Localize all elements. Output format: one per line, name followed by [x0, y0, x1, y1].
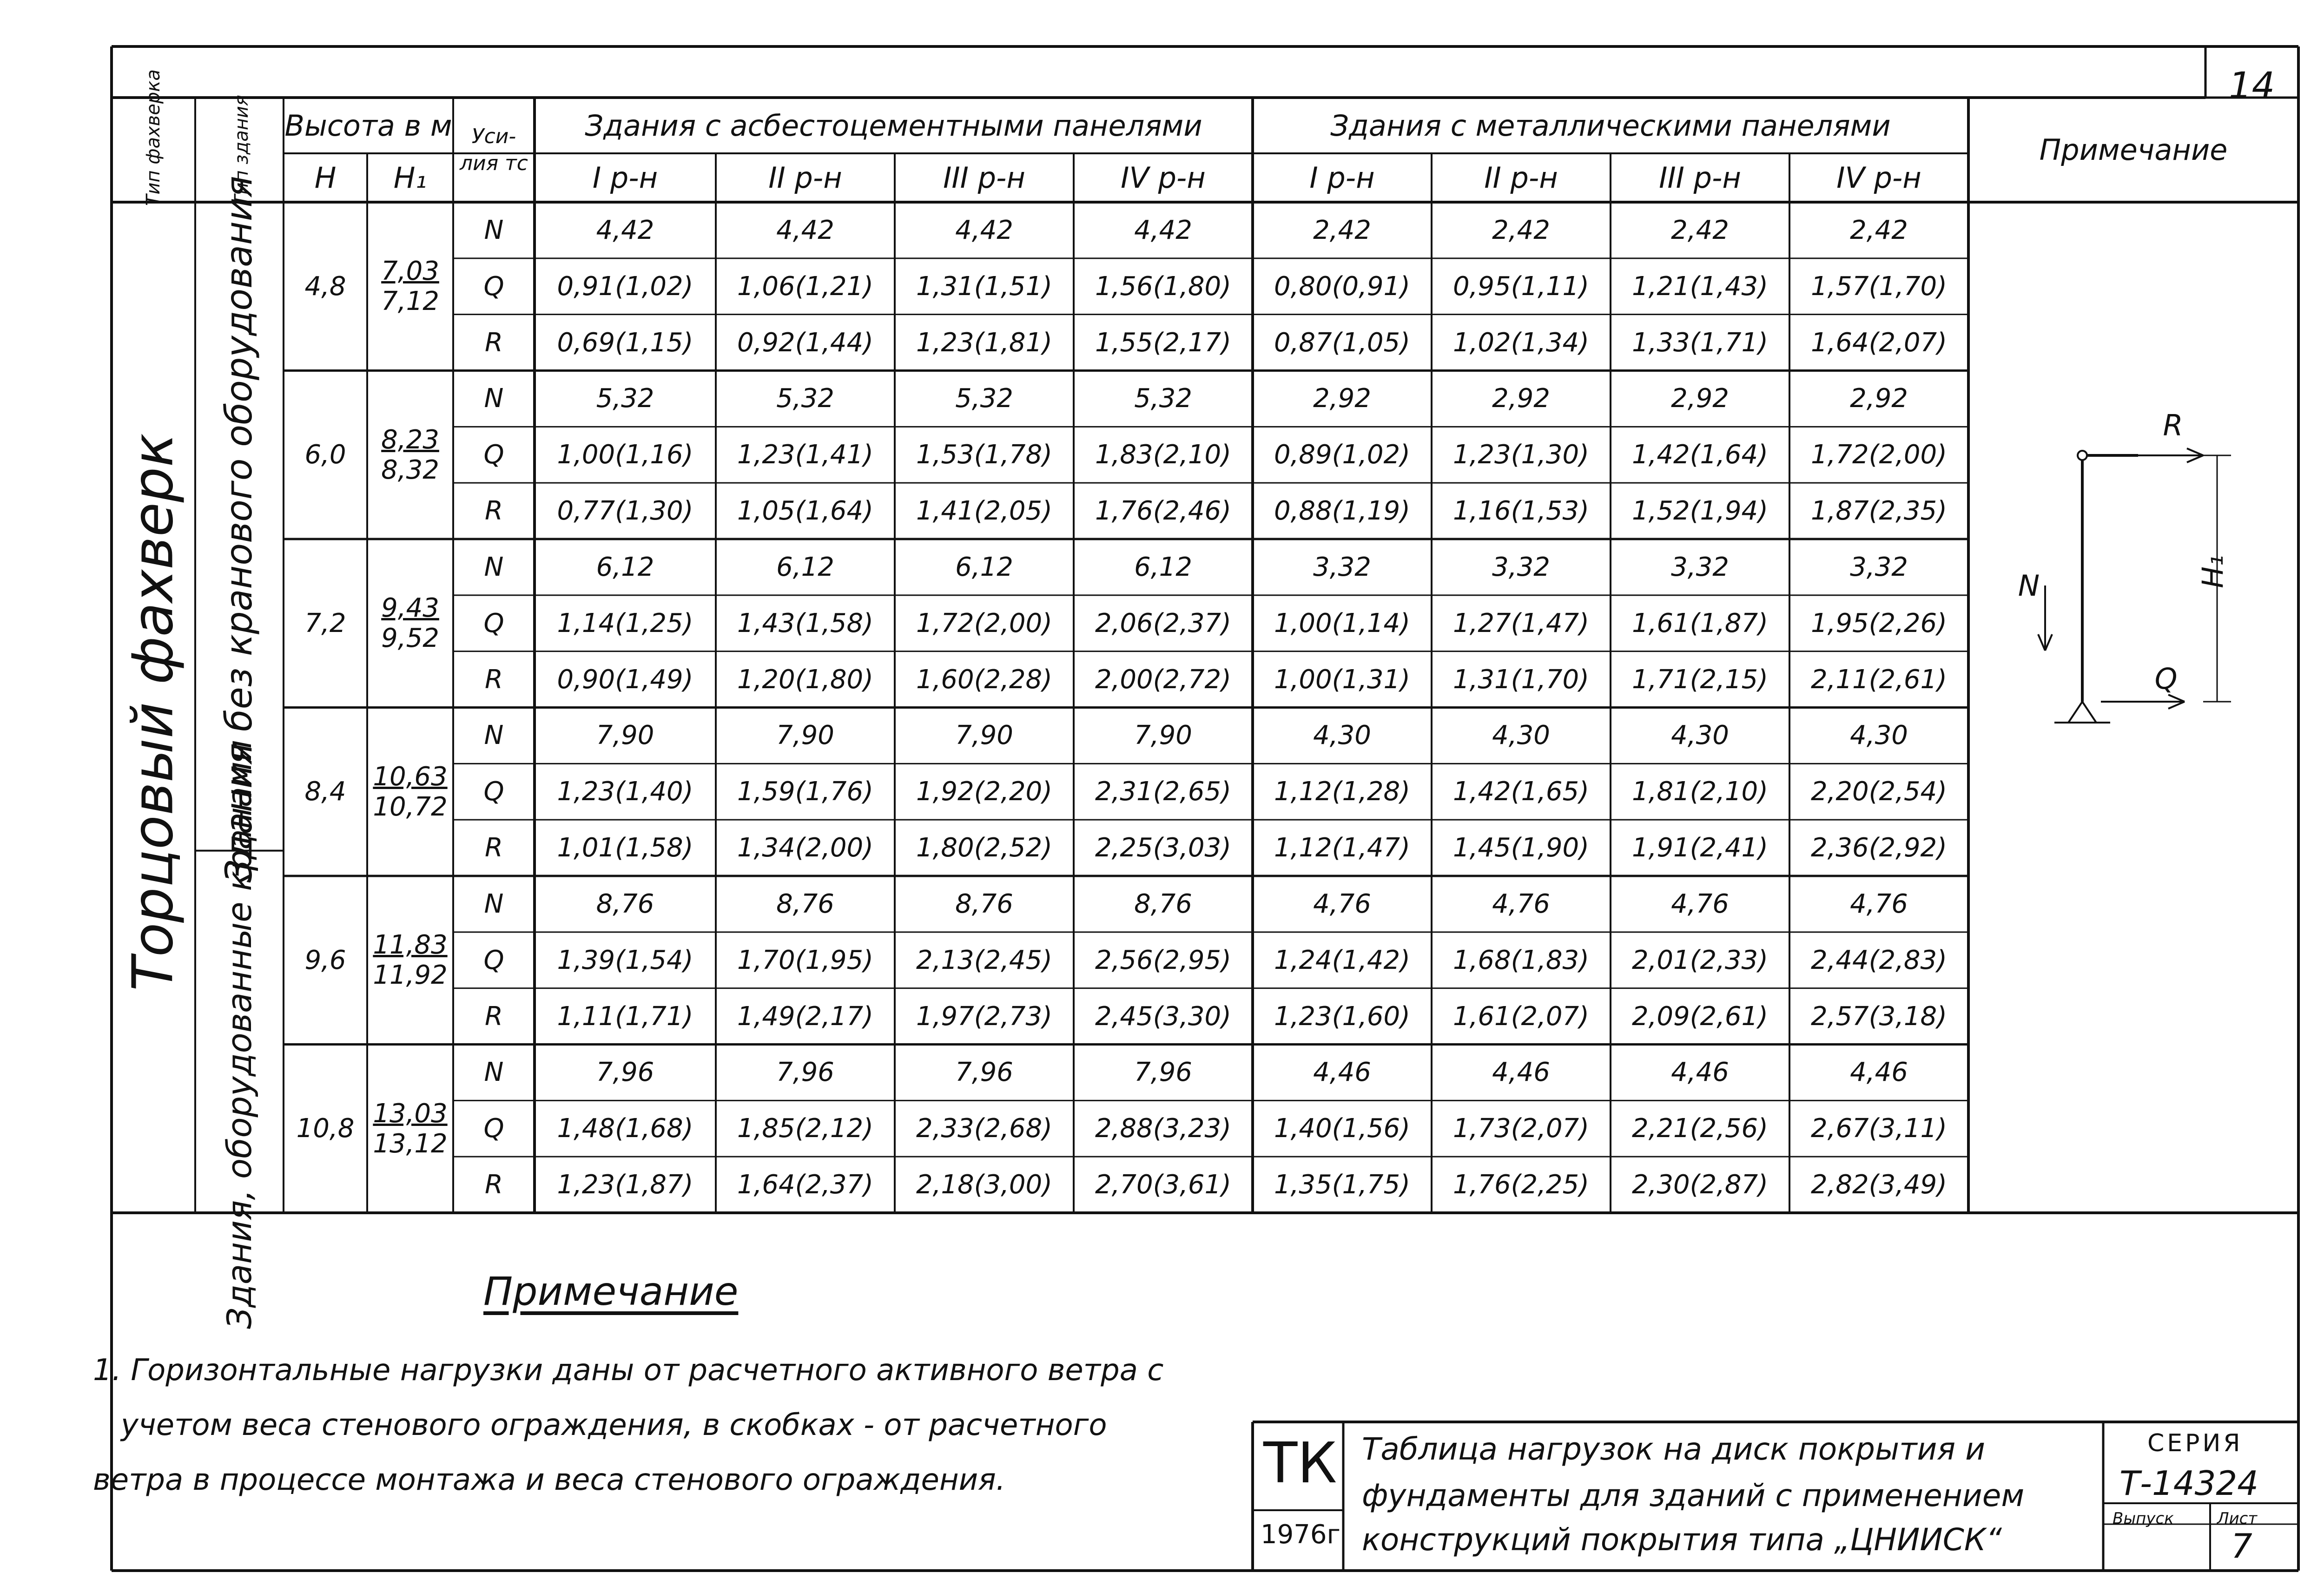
load-value: 8,76: [955, 888, 1013, 919]
force-label: R: [485, 833, 503, 863]
force-label: Q: [483, 1113, 504, 1144]
load-value: 5,32: [776, 383, 834, 414]
building-type-2-label: Здания, оборудованные кранами: [220, 740, 259, 1329]
load-value: 2,42: [1492, 215, 1550, 245]
load-value: 1,02(1,34): [1452, 327, 1590, 358]
height-H1-top: 10,63: [373, 761, 448, 792]
load-value: 1,73(2,07): [1452, 1113, 1590, 1144]
load-value: 1,61(2,07): [1452, 1001, 1590, 1032]
load-value: 4,76: [1313, 888, 1371, 919]
load-value: 1,72(2,00): [916, 608, 1053, 638]
header-region: I р-н: [1309, 161, 1375, 195]
force-label: R: [485, 1001, 503, 1032]
force-label: N: [484, 1057, 504, 1088]
height-H1-bottom: 10,72: [373, 791, 448, 822]
force-label: Q: [483, 271, 504, 302]
load-value: 0,77(1,30): [557, 496, 693, 526]
diagram-support: [2068, 702, 2082, 723]
diagram-force-N-arrow: [2045, 634, 2052, 651]
load-value: 1,45(1,90): [1452, 833, 1590, 863]
load-value: 2,92: [1492, 383, 1550, 414]
load-value: 2,45(3,30): [1095, 1001, 1232, 1032]
frame-type-label: Торцовый фахверк: [121, 433, 186, 991]
height-H1-bottom: 13,12: [373, 1128, 448, 1159]
load-value: 4,46: [1492, 1057, 1550, 1088]
load-value: 1,12(1,47): [1274, 833, 1411, 863]
diagram-support: [2082, 702, 2096, 723]
load-value: 1,64(2,37): [737, 1170, 874, 1200]
load-value: 1,16(1,53): [1452, 496, 1590, 526]
load-value: 2,82(3,49): [1810, 1170, 1948, 1200]
issue-label: Выпуск: [2113, 1509, 2174, 1528]
load-value: 1,52(1,94): [1631, 496, 1769, 526]
header-forces: Уси- лия тс: [460, 124, 528, 175]
force-label: N: [484, 552, 504, 582]
title-block-title-line: Таблица нагрузок на диск покрытия и: [1362, 1431, 1985, 1467]
load-value: 1,76(2,25): [1452, 1170, 1590, 1200]
diagram-force-N-arrow: [2038, 634, 2045, 651]
load-value: 7,96: [596, 1057, 654, 1088]
force-label: Q: [483, 440, 504, 470]
load-value: 1,35(1,75): [1274, 1170, 1411, 1200]
force-label: R: [485, 496, 503, 526]
header-region: I р-н: [592, 161, 658, 195]
force-label: N: [484, 888, 504, 919]
load-value: 1,72(2,00): [1810, 440, 1948, 470]
load-value: 1,23(1,30): [1452, 440, 1590, 470]
load-value: 2,67(3,11): [1810, 1113, 1948, 1144]
load-value: 2,92: [1313, 383, 1371, 414]
header-region: II р-н: [768, 161, 842, 195]
load-value: 1,00(1,16): [557, 440, 693, 470]
load-value: 3,32: [1492, 552, 1550, 582]
title-block-logo: ТК: [1263, 1431, 1337, 1496]
title-block-title-line: фундаменты для зданий с применением: [1362, 1478, 2025, 1513]
load-value: 4,76: [1671, 888, 1729, 919]
height-H1-top: 9,43: [381, 593, 439, 624]
load-value: 1,43(1,58): [737, 608, 874, 638]
load-value: 1,23(1,81): [916, 327, 1053, 358]
load-value: 8,76: [1134, 888, 1192, 919]
load-value: 0,89(1,02): [1274, 440, 1411, 470]
load-value: 2,36(2,92): [1810, 833, 1948, 863]
load-value: 1,06(1,21): [737, 271, 874, 302]
load-value: 3,32: [1671, 552, 1729, 582]
load-value: 4,30: [1492, 720, 1550, 751]
header-note: Примечание: [2039, 133, 2228, 167]
force-label: Q: [483, 945, 504, 975]
load-value: 1,68(1,83): [1452, 945, 1590, 975]
load-value: 1,39(1,54): [557, 945, 693, 975]
height-H: 6,0: [304, 440, 346, 470]
diagram-force-R-arrow: [2187, 448, 2203, 455]
diagram-label-Q: Q: [2154, 661, 2178, 696]
height-H1: [367, 876, 453, 1045]
height-H1-bottom: 7,12: [381, 286, 439, 317]
load-value: 1,48(1,68): [557, 1113, 693, 1144]
load-value: 1,23(1,41): [737, 440, 874, 470]
load-value: 2,56(2,95): [1095, 945, 1232, 975]
diagram-label-R: R: [2163, 408, 2183, 442]
load-value: 1,11(1,71): [557, 1001, 693, 1032]
force-label: R: [485, 664, 503, 695]
series-value: Т-14324: [2119, 1464, 2259, 1503]
load-value: 7,90: [955, 720, 1013, 751]
header-region: III р-н: [1659, 161, 1741, 195]
height-H1-bottom: 8,32: [381, 454, 439, 485]
load-value: 2,57(3,18): [1810, 1001, 1948, 1032]
load-value: 1,70(1,95): [737, 945, 874, 975]
load-value: 2,92: [1850, 383, 1908, 414]
diagram-hinge: [2078, 451, 2087, 460]
load-value: 4,46: [1850, 1057, 1908, 1088]
load-value: 1,05(1,64): [737, 496, 874, 526]
force-label: Q: [483, 776, 504, 807]
load-value: 3,32: [1850, 552, 1908, 582]
header-group-metal: Здания с металлическими панелями: [1330, 108, 1891, 143]
load-value: 1,20(1,80): [737, 664, 874, 695]
load-value: 7,90: [596, 720, 654, 751]
load-value: 2,42: [1313, 215, 1371, 245]
load-value: 1,59(1,76): [737, 776, 874, 807]
load-value: 2,31(2,65): [1095, 776, 1232, 807]
load-value: 6,12: [596, 552, 654, 582]
load-value: 7,96: [776, 1057, 834, 1088]
load-value: 1,41(2,05): [916, 496, 1053, 526]
note-line: учетом веса стенового ограждения, в скобках - от расчетного: [121, 1408, 1107, 1442]
height-H1: [367, 202, 453, 371]
load-value: 1,95(2,26): [1810, 608, 1948, 638]
load-value: 2,25(3,03): [1095, 833, 1232, 863]
force-label: R: [485, 327, 503, 358]
force-label: N: [484, 215, 504, 245]
load-value: 1,87(2,35): [1810, 496, 1948, 526]
height-H1-bottom: 11,92: [373, 960, 448, 991]
load-value: 1,64(2,07): [1810, 327, 1948, 358]
force-label: N: [484, 720, 504, 751]
load-value: 1,23(1,60): [1274, 1001, 1411, 1032]
building-type-1-label: Здания без кранового оборудования: [218, 176, 260, 883]
load-value: 4,30: [1671, 720, 1729, 751]
load-value: 7,96: [1134, 1057, 1192, 1088]
load-value: 1,24(1,42): [1274, 945, 1411, 975]
load-value: 0,95(1,11): [1452, 271, 1590, 302]
load-value: 0,90(1,49): [557, 664, 693, 695]
load-value: 2,33(2,68): [916, 1113, 1053, 1144]
load-value: 1,61(1,87): [1631, 608, 1769, 638]
note-line: ветра в процессе монтажа и веса стенового ограждения.: [93, 1463, 1006, 1497]
height-H1: [367, 539, 453, 708]
load-value: 0,87(1,05): [1274, 327, 1411, 358]
load-value: 1,60(2,28): [916, 664, 1053, 695]
height-H: 7,2: [304, 608, 346, 638]
title-block-year: 1976г: [1261, 1520, 1340, 1550]
height-H: 8,4: [304, 776, 346, 807]
header-region: IV р-н: [1121, 161, 1206, 195]
load-value: 2,00(2,72): [1095, 664, 1232, 695]
header-group-asbestos: Здания с асбестоцементными панелями: [585, 108, 1202, 143]
load-value: 8,76: [776, 888, 834, 919]
load-value: 4,46: [1313, 1057, 1371, 1088]
load-value: 6,12: [955, 552, 1013, 582]
load-value: 0,92(1,44): [737, 327, 874, 358]
page-number: 14: [2229, 65, 2275, 107]
header-H: H: [314, 161, 337, 195]
force-label: N: [484, 383, 504, 414]
load-value: 1,21(1,43): [1631, 271, 1769, 302]
load-value: 1,23(1,40): [557, 776, 693, 807]
note-title: Примечание: [483, 1269, 739, 1314]
load-value: 1,55(2,17): [1095, 327, 1232, 358]
load-value: 1,83(2,10): [1095, 440, 1232, 470]
header-region: III р-н: [943, 161, 1025, 195]
load-value: 0,91(1,02): [557, 271, 693, 302]
header-building-type-label: Тип здания: [231, 95, 252, 206]
load-value: 1,00(1,31): [1274, 664, 1411, 695]
load-value: 7,90: [776, 720, 834, 751]
load-value: 2,18(3,00): [916, 1170, 1053, 1200]
load-value: 2,11(2,61): [1810, 664, 1948, 695]
load-value: 1,91(2,41): [1631, 833, 1769, 863]
load-value: 2,30(2,87): [1631, 1170, 1769, 1200]
height-H1-top: 11,83: [373, 930, 448, 960]
load-value: 5,32: [596, 383, 654, 414]
load-value: 2,13(2,45): [916, 945, 1053, 975]
load-value: 1,81(2,10): [1631, 776, 1769, 807]
load-value: 2,01(2,33): [1631, 945, 1769, 975]
load-value: 1,23(1,87): [557, 1170, 693, 1200]
height-H1: [367, 708, 453, 876]
load-value: 2,42: [1850, 215, 1908, 245]
load-value: 1,76(2,46): [1095, 496, 1232, 526]
load-value: 2,70(3,61): [1095, 1170, 1232, 1200]
load-value: 1,33(1,71): [1631, 327, 1769, 358]
load-value: 4,30: [1313, 720, 1371, 751]
load-value: 6,12: [776, 552, 834, 582]
diagram-label-H1: H₁: [2195, 555, 2230, 588]
load-value: 4,30: [1850, 720, 1908, 751]
load-value: 1,56(1,80): [1095, 271, 1232, 302]
load-value: 1,80(2,52): [916, 833, 1053, 863]
header-height-group: Высота в м: [284, 108, 452, 143]
load-value: 1,71(2,15): [1631, 664, 1769, 695]
force-label: R: [485, 1170, 503, 1200]
load-value: 1,14(1,25): [557, 608, 693, 638]
load-value: 4,46: [1671, 1057, 1729, 1088]
diagram-force-R-arrow: [2187, 455, 2203, 462]
note-line: 1. Горизонтальные нагрузки даны от расчетного активного ветра с: [93, 1353, 1164, 1388]
load-value: 4,42: [596, 215, 654, 245]
load-value: 1,53(1,78): [916, 440, 1053, 470]
load-value: 8,76: [596, 888, 654, 919]
load-value: 1,40(1,56): [1274, 1113, 1411, 1144]
height-H1: [367, 371, 453, 539]
load-value: 4,42: [955, 215, 1013, 245]
load-value: 1,85(2,12): [737, 1113, 874, 1144]
height-H1-top: 8,23: [381, 424, 439, 455]
load-value: 1,57(1,70): [1810, 271, 1948, 302]
load-value: 1,27(1,47): [1452, 608, 1590, 638]
load-value: 1,31(1,51): [916, 271, 1053, 302]
diagram-label-N: N: [2018, 568, 2040, 603]
header-region: IV р-н: [1836, 161, 1921, 195]
sheet-number: 7: [2231, 1526, 2252, 1566]
load-value: 3,32: [1313, 552, 1371, 582]
note-body: [93, 1343, 1255, 1507]
height-H1-top: 13,03: [373, 1098, 448, 1129]
load-value: 5,32: [955, 383, 1013, 414]
load-value: 2,42: [1671, 215, 1729, 245]
load-value: 2,20(2,54): [1810, 776, 1948, 807]
load-value: 1,97(2,73): [916, 1001, 1053, 1032]
load-value: 4,76: [1850, 888, 1908, 919]
load-value: 2,09(2,61): [1631, 1001, 1769, 1032]
load-value: 2,21(2,56): [1631, 1113, 1769, 1144]
load-value: 1,42(1,65): [1452, 776, 1590, 807]
load-value: 1,00(1,14): [1274, 608, 1411, 638]
load-value: 1,92(2,20): [916, 776, 1053, 807]
sheet-label: Лист: [2217, 1509, 2258, 1528]
load-value: 1,31(1,70): [1452, 664, 1590, 695]
load-value: 0,80(0,91): [1274, 271, 1411, 302]
load-value: 6,12: [1134, 552, 1192, 582]
load-value: 0,69(1,15): [557, 327, 693, 358]
height-H: 10,8: [296, 1113, 355, 1144]
load-value: 2,88(3,23): [1095, 1113, 1232, 1144]
height-H: 9,6: [304, 945, 346, 975]
header-frame-type-label: Тип фахверка: [143, 69, 164, 206]
series-label: СЕРИЯ: [2147, 1429, 2243, 1457]
load-value: 7,96: [955, 1057, 1013, 1088]
diagram-force-Q-arrow: [2168, 702, 2185, 709]
load-value: 1,49(2,17): [737, 1001, 874, 1032]
load-value: 0,88(1,19): [1274, 496, 1411, 526]
force-label: Q: [483, 608, 504, 638]
load-value: 2,44(2,83): [1810, 945, 1948, 975]
title-block-title-line: конструкций покрытия типа „ЦНИИСК“: [1362, 1522, 2002, 1558]
load-value: 5,32: [1134, 383, 1192, 414]
load-value: 1,34(2,00): [737, 833, 874, 863]
load-value: 1,42(1,64): [1631, 440, 1769, 470]
height-H1-bottom: 9,52: [381, 623, 439, 654]
load-value: 7,90: [1134, 720, 1192, 751]
load-value: 4,42: [776, 215, 834, 245]
header-H1: H₁: [393, 161, 427, 195]
height-H: 4,8: [304, 271, 346, 302]
load-value: 4,42: [1134, 215, 1192, 245]
height-H1: [367, 1045, 453, 1213]
load-value: 2,06(2,37): [1095, 608, 1232, 638]
header-region: II р-н: [1484, 161, 1558, 195]
height-H1-top: 7,03: [381, 256, 439, 287]
load-value: 1,01(1,58): [557, 833, 693, 863]
load-value: 1,12(1,28): [1274, 776, 1411, 807]
load-value: 4,76: [1492, 888, 1550, 919]
load-value: 2,92: [1671, 383, 1729, 414]
